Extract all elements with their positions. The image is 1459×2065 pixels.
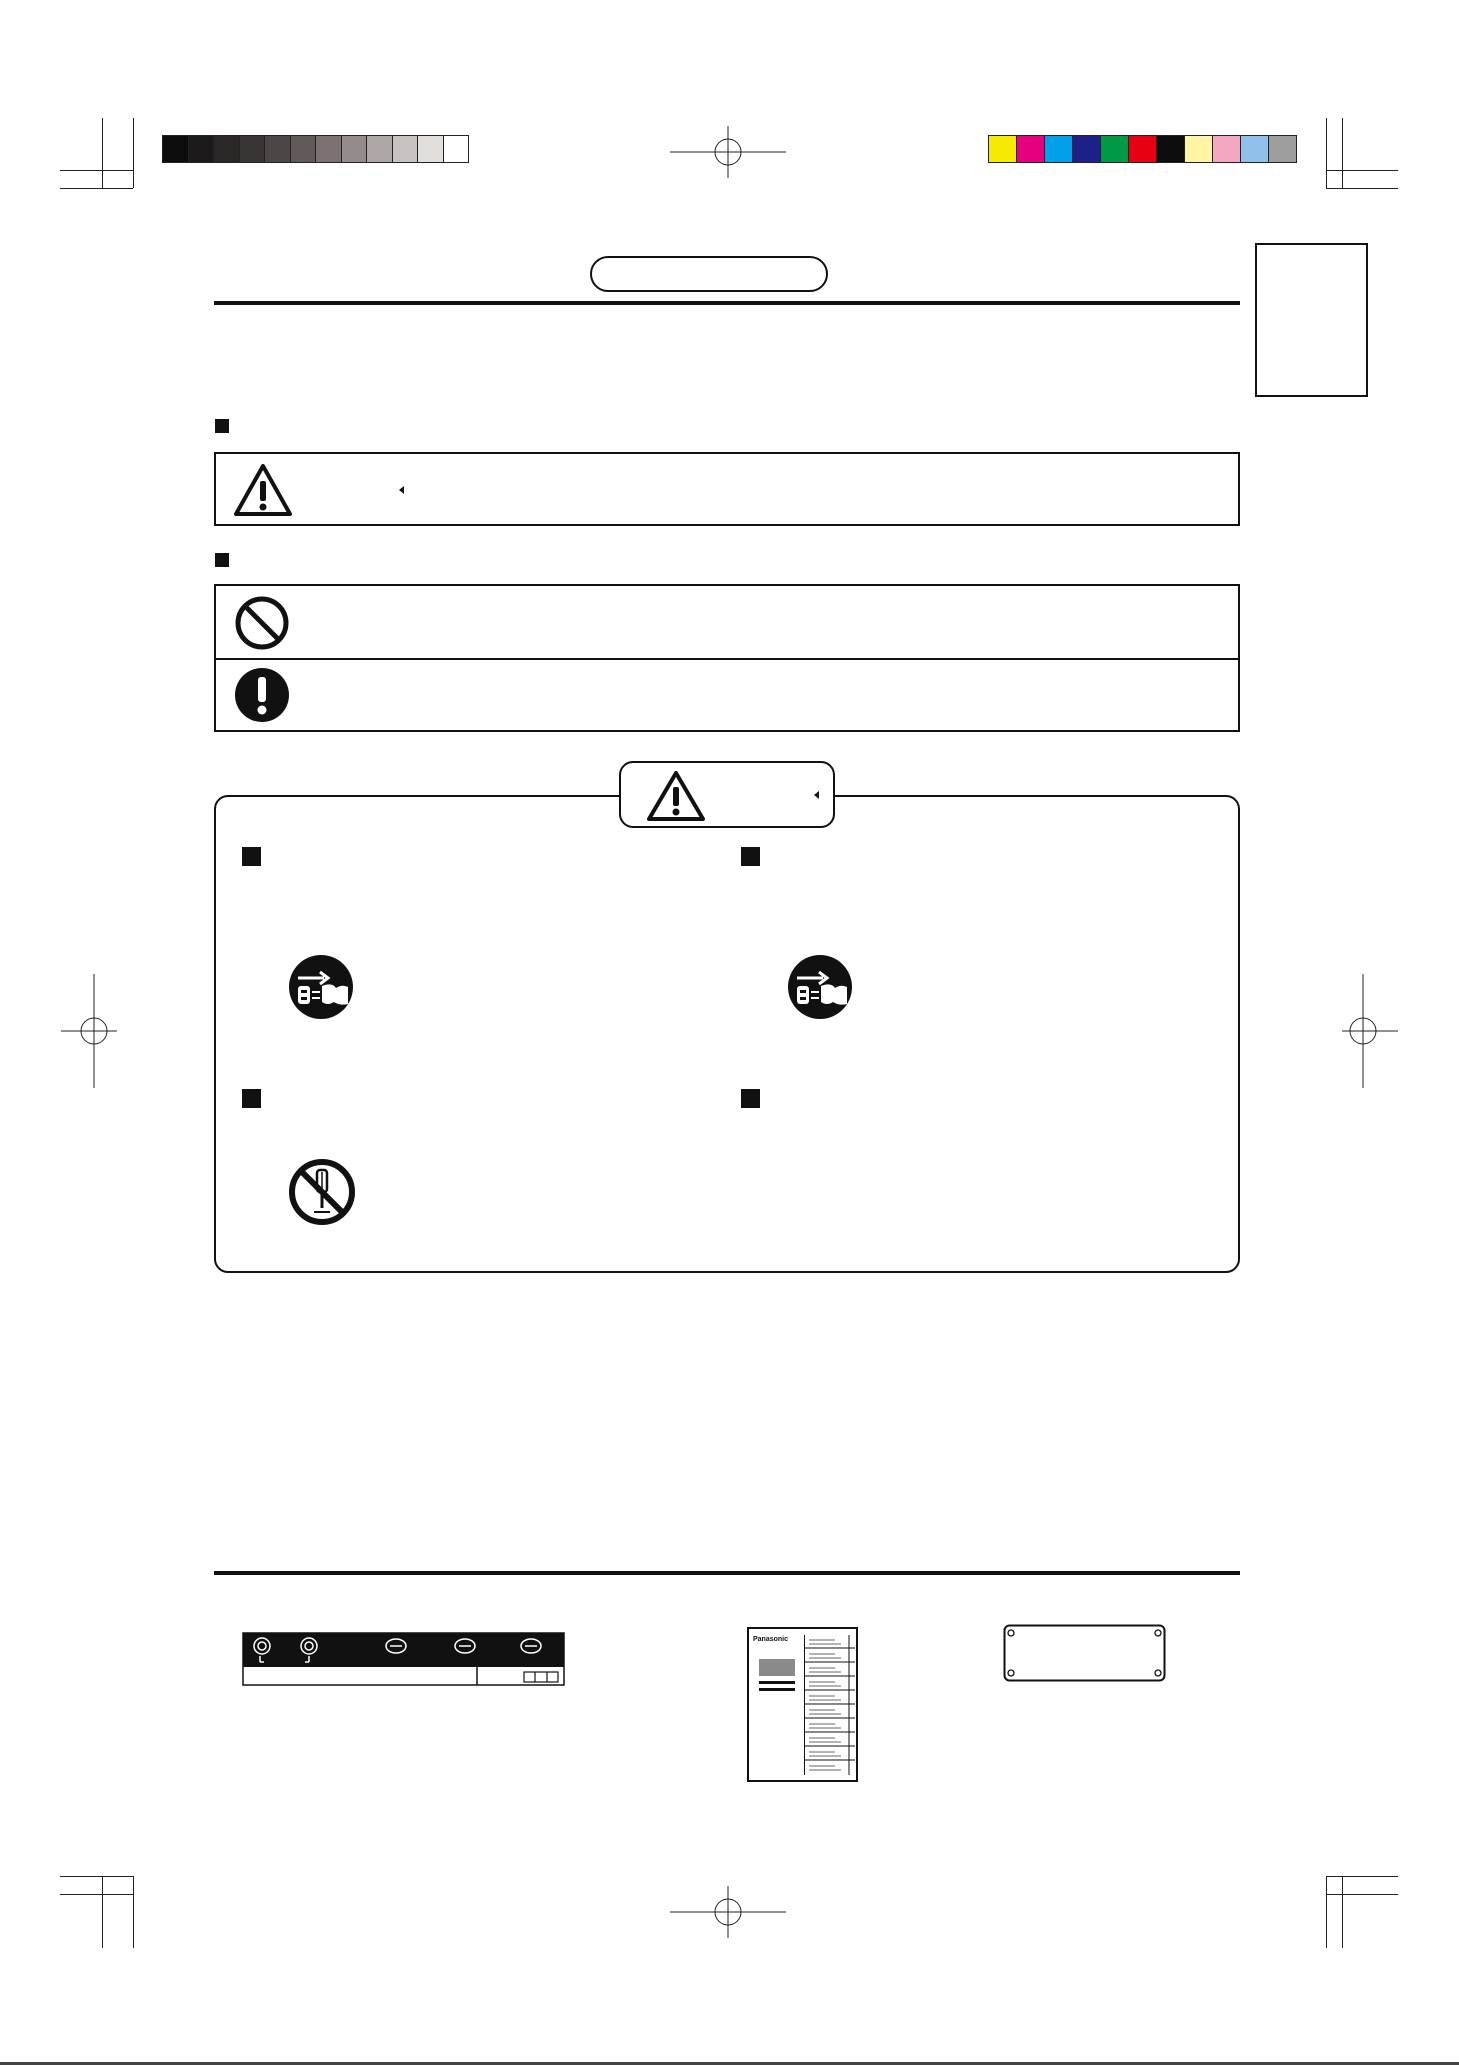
registration-mark-bottom [670, 1886, 786, 1938]
color-swatch-4 [1100, 136, 1128, 162]
section-bullet [215, 419, 229, 433]
manual-brand: Panasonic [753, 1636, 789, 1643]
gray-swatch-7 [341, 136, 367, 162]
unplug-icon [787, 954, 853, 1020]
exclamation-circle-icon [234, 667, 290, 723]
manual-rule [759, 1681, 795, 1684]
language-tab [1255, 243, 1368, 397]
section-bullet [215, 553, 229, 567]
legend-divider [216, 658, 1238, 660]
color-swatch-bar [988, 135, 1297, 163]
gray-swatch-3 [239, 136, 265, 162]
registration-mark-left [61, 974, 117, 1088]
color-swatch-9 [1240, 136, 1268, 162]
gray-swatch-5 [290, 136, 316, 162]
warning-panel [214, 795, 1240, 1273]
color-swatch-0 [989, 136, 1016, 162]
warning-triangle-icon [645, 769, 707, 823]
warning-item-bullet [741, 847, 760, 866]
manual-index-column [804, 1635, 855, 1775]
gray-swatch-11 [443, 136, 469, 162]
gray-swatch-6 [315, 136, 341, 162]
warning-item-bullet [242, 847, 261, 866]
warning-item-bullet [242, 1089, 261, 1108]
color-swatch-5 [1128, 136, 1156, 162]
gray-swatch-4 [264, 136, 290, 162]
operating-manual-illustration [747, 1627, 858, 1782]
mounting-plate-illustration [1003, 1624, 1166, 1682]
no-disassemble-icon [288, 1158, 356, 1226]
gray-swatch-10 [417, 136, 443, 162]
page-title [590, 256, 828, 292]
warning-legend-box [214, 452, 1240, 526]
warning-triangle-icon [232, 462, 294, 518]
gray-swatch-2 [213, 136, 239, 162]
unplug-icon [288, 954, 354, 1020]
color-swatch-10 [1268, 136, 1296, 162]
grayscale-swatch-bar [162, 135, 469, 163]
manual-photo [759, 1659, 795, 1676]
terminal-board-illustration [242, 1632, 565, 1686]
gray-swatch-8 [366, 136, 392, 162]
accessories-rule [214, 1571, 1240, 1575]
gray-swatch-1 [188, 136, 214, 162]
gray-swatch-9 [392, 136, 418, 162]
gray-swatch-0 [163, 136, 188, 162]
pointer-icon [814, 791, 819, 799]
title-rule [214, 301, 1240, 305]
prohibited-icon [234, 595, 290, 651]
color-swatch-6 [1156, 136, 1184, 162]
registration-mark-right [1342, 974, 1398, 1088]
pointer-icon [399, 486, 404, 494]
color-swatch-2 [1044, 136, 1072, 162]
warning-item-bullet [741, 1089, 760, 1108]
color-swatch-8 [1212, 136, 1240, 162]
registration-mark-top [670, 126, 786, 178]
prohibition-legend-box [214, 584, 1240, 732]
color-swatch-1 [1016, 136, 1044, 162]
color-swatch-7 [1184, 136, 1212, 162]
manual-rule [759, 1688, 795, 1691]
warning-panel-label [619, 761, 835, 828]
color-swatch-3 [1072, 136, 1100, 162]
